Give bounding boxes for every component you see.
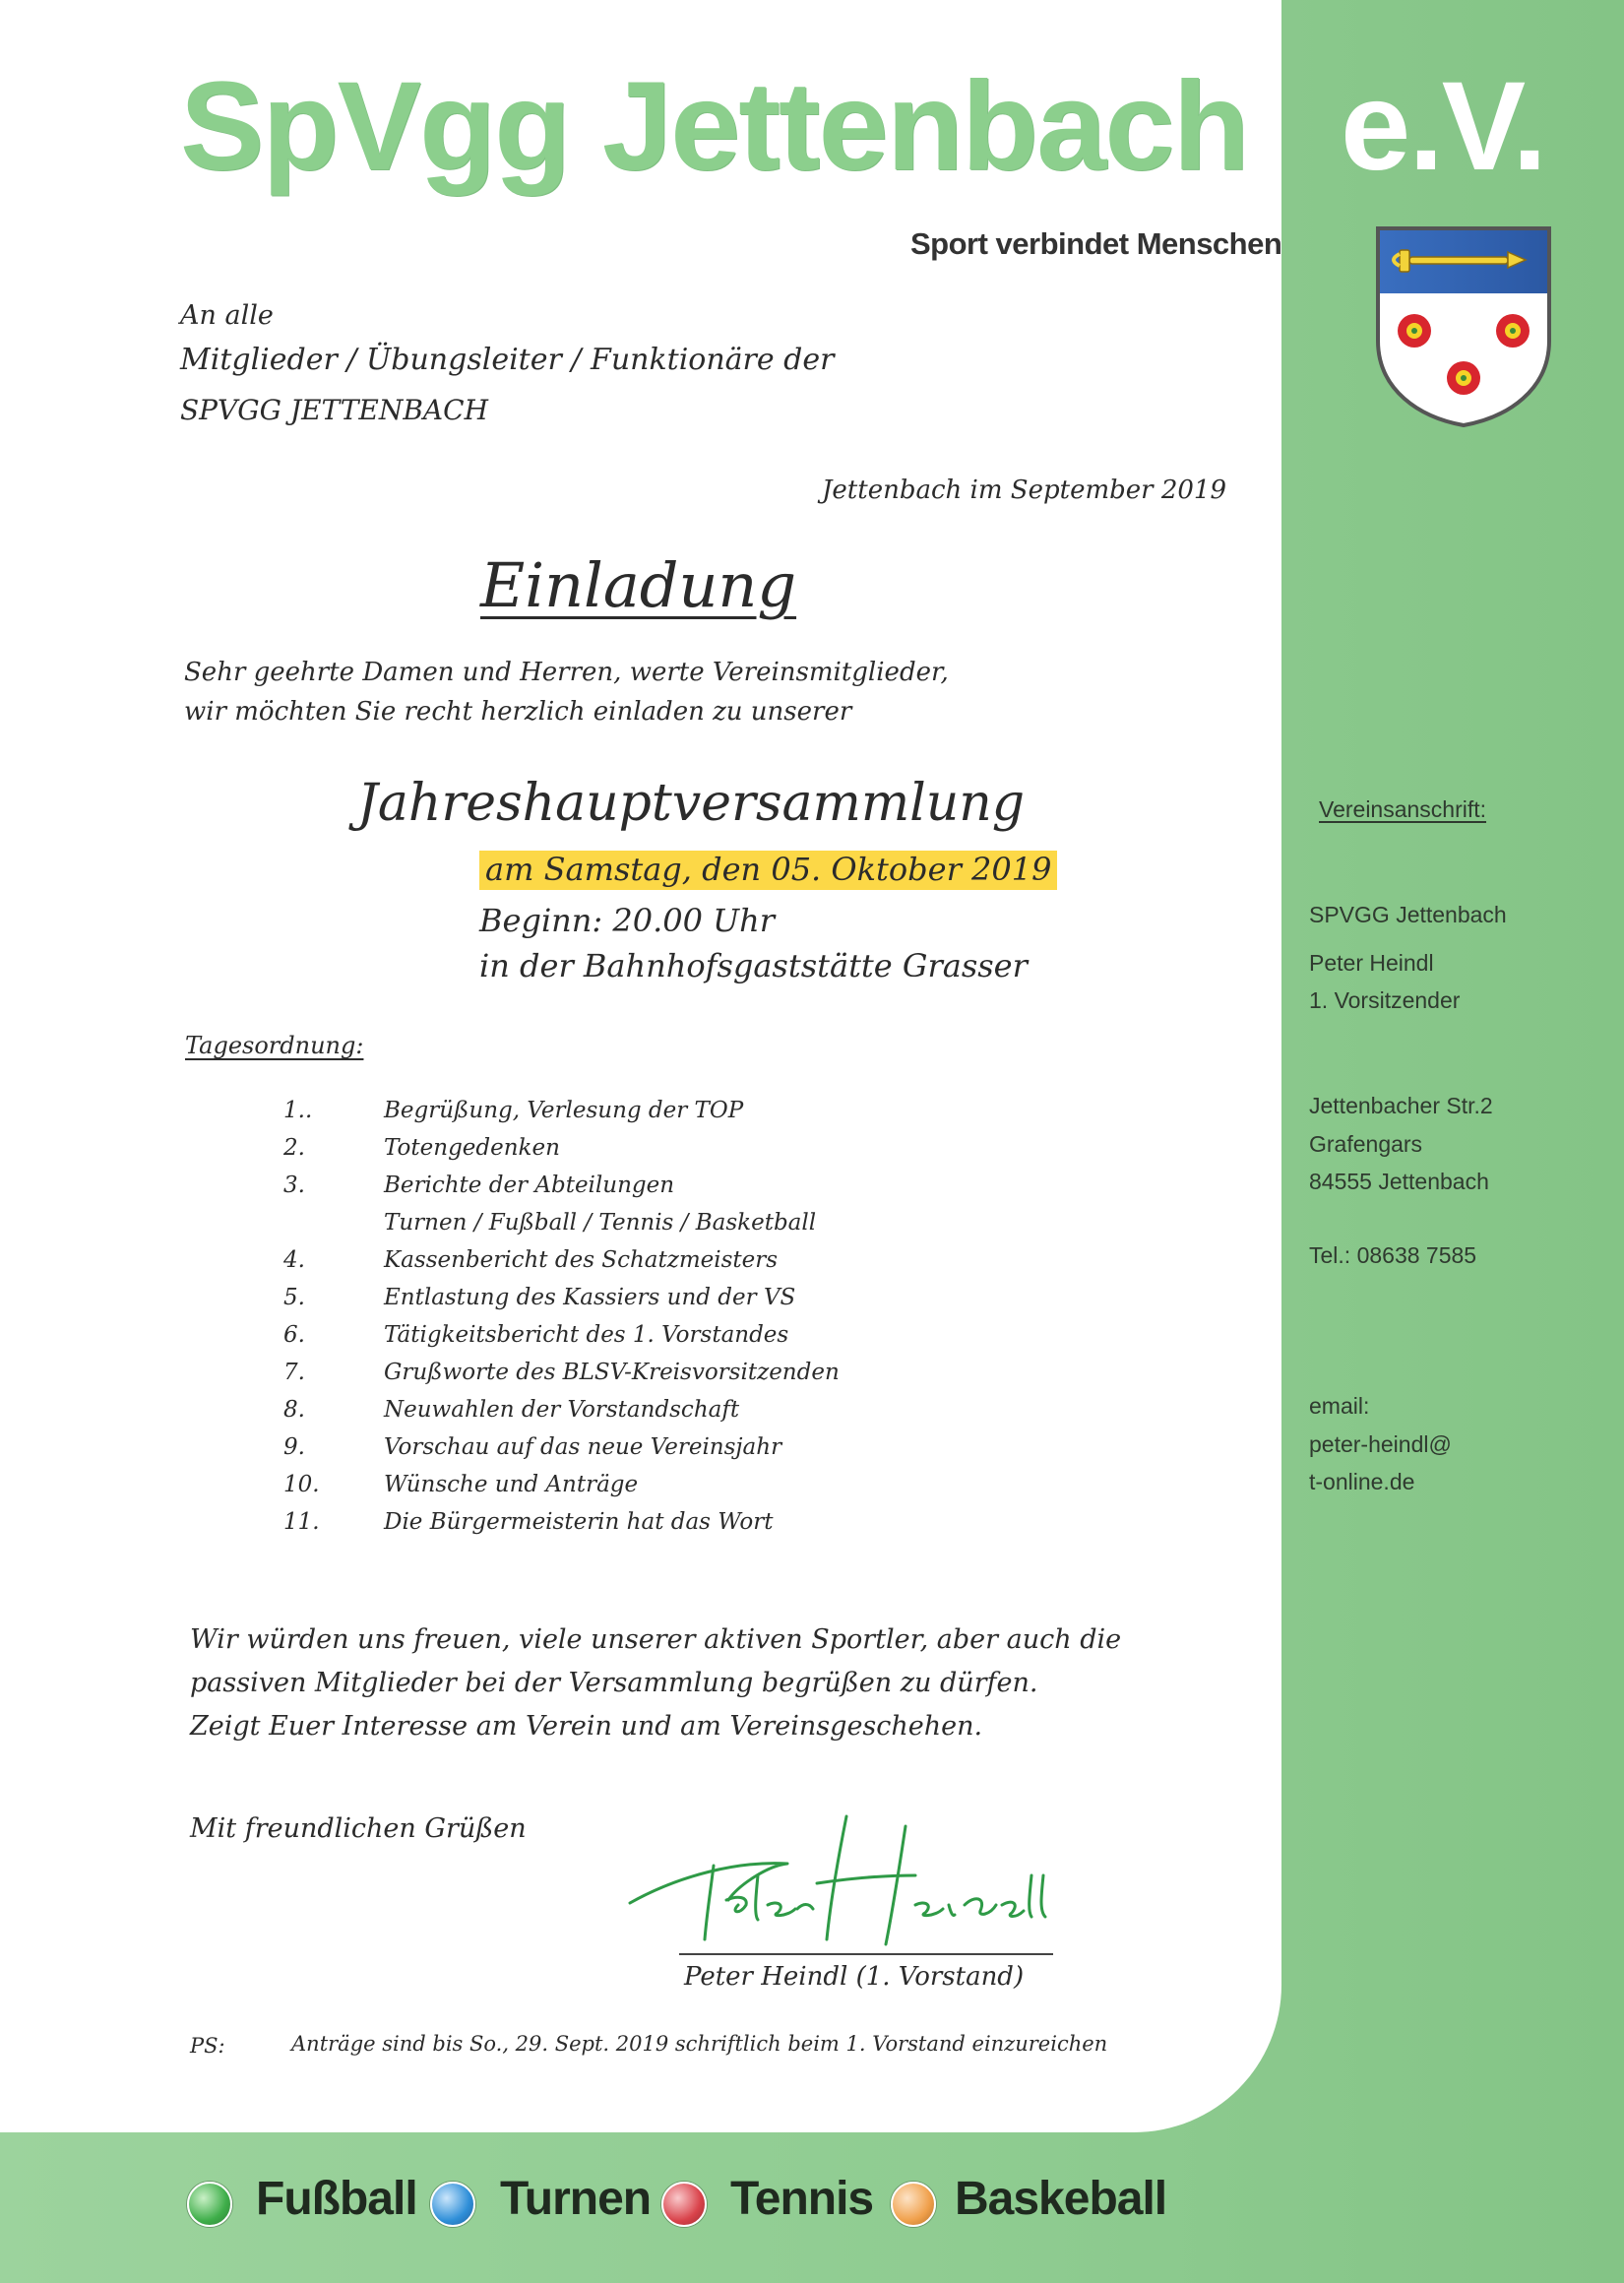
sport-football: Fußball xyxy=(256,2173,417,2225)
sidebar-line: Peter Heindl xyxy=(1309,950,1434,976)
club-name: SpVgg Jettenbach xyxy=(180,56,1248,197)
agenda-text: Kassenbericht des Schatzmeisters xyxy=(384,1247,779,1273)
agenda-number: 6. xyxy=(283,1322,305,1348)
sport-tennis: Tennis xyxy=(730,2173,874,2225)
agenda-number: 7. xyxy=(283,1360,305,1385)
sport-gymnastics: Turnen xyxy=(500,2173,652,2225)
agenda-text: Vorschau auf das neue Vereinsjahr xyxy=(384,1434,782,1460)
agenda-number: 3. xyxy=(283,1173,305,1198)
address-line-1: An alle xyxy=(180,300,274,331)
agenda-text: Wünsche und Anträge xyxy=(384,1472,639,1497)
closing-line-2: passiven Mitglieder bei der Versammlung begrüßen zu dürfen. xyxy=(190,1668,1038,1698)
event-begin: Beginn: 20.00 Uhr xyxy=(479,902,775,939)
tennis-ball-icon xyxy=(661,2182,707,2227)
agenda-number: 1.. xyxy=(283,1098,313,1123)
agenda-number: 4. xyxy=(283,1247,305,1273)
agenda-text: Totengedenken xyxy=(384,1135,560,1161)
date-line: Jettenbach im September 2019 xyxy=(822,476,1227,505)
club-suffix: e.V. xyxy=(1341,56,1545,197)
sidebar-line: Tel.: 08638 7585 xyxy=(1309,1242,1477,1268)
address-line-3: SPVGG JETTENBACH xyxy=(180,394,488,426)
regards: Mit freundlichen Grüßen xyxy=(190,1813,527,1844)
gymnastics-ball-icon xyxy=(430,2182,475,2227)
agenda-heading: Tagesordnung: xyxy=(185,1032,364,1059)
event-title: Jahreshauptversammlung xyxy=(357,774,1026,833)
signer-name: Peter Heindl (1. Vorstand) xyxy=(684,1962,1025,1992)
agenda-text: Berichte der Abteilungen xyxy=(384,1173,675,1198)
closing-line-1: Wir würden uns freuen, viele unserer aktiven Sportler, aber auch die xyxy=(190,1624,1122,1655)
agenda-text: Begrüßung, Verlesung der TOP xyxy=(384,1098,744,1123)
agenda-number: 11. xyxy=(283,1509,320,1535)
sidebar-line: email: xyxy=(1309,1393,1370,1419)
sidebar-line: peter-heindl@ xyxy=(1309,1431,1452,1457)
ps-label: PS: xyxy=(190,2034,225,2058)
club-crest-icon xyxy=(1370,222,1557,429)
sidebar-line: t-online.de xyxy=(1309,1469,1415,1494)
sidebar-line: Grafengars xyxy=(1309,1131,1423,1157)
greeting-line-1: Sehr geehrte Damen und Herren, werte Vereinsmitglieder, xyxy=(184,658,949,687)
sidebar-line: Jettenbacher Str.2 xyxy=(1309,1093,1493,1118)
agenda-number: 2. xyxy=(283,1135,305,1161)
agenda-text: Turnen / Fußball / Tennis / Basketball xyxy=(384,1210,817,1236)
agenda-number: 5. xyxy=(283,1285,305,1310)
sidebar-heading: Vereinsanschrift: xyxy=(1319,796,1487,822)
agenda-number: 10. xyxy=(283,1472,320,1497)
sidebar-line: 84555 Jettenbach xyxy=(1309,1169,1489,1194)
slogan: Sport verbindet Menschen xyxy=(910,226,1282,261)
greeting-line-2: wir möchten Sie recht herzlich einladen zu unserer xyxy=(184,697,852,727)
sidebar-line: SPVGG Jettenbach xyxy=(1309,902,1507,927)
sidebar-line: 1. Vorsitzender xyxy=(1309,987,1461,1013)
football-ball-icon xyxy=(187,2182,232,2227)
signature xyxy=(620,1807,1073,1964)
agenda-number: 8. xyxy=(283,1397,305,1423)
agenda-text: Tätigkeitsbericht des 1. Vorstandes xyxy=(384,1322,789,1348)
agenda-text: Grußworte des BLSV-Kreisvorsitzenden xyxy=(384,1360,840,1385)
invitation-title: Einladung xyxy=(480,549,797,621)
sport-basketball: Baskeball xyxy=(955,2173,1167,2225)
agenda-text: Die Bürgermeisterin hat das Wort xyxy=(384,1509,774,1535)
event-date-highlight: am Samstag, den 05. Oktober 2019 xyxy=(479,851,1057,890)
agenda-text: Neuwahlen der Vorstandschaft xyxy=(384,1397,740,1423)
agenda-text: Entlastung des Kassiers und der VS xyxy=(384,1285,796,1310)
basketball-ball-icon xyxy=(891,2182,936,2227)
closing-line-3: Zeigt Euer Interesse am Verein und am Vereinsgeschehen. xyxy=(190,1711,983,1742)
agenda-number: 9. xyxy=(283,1434,305,1460)
address-line-2: Mitglieder / Übungsleiter / Funktionäre der xyxy=(180,343,835,377)
ps-text: Anträge sind bis So., 29. Sept. 2019 schriftlich beim 1. Vorstand einzureichen xyxy=(291,2032,1108,2056)
event-location: in der Bahnhofsgaststätte Grasser xyxy=(479,947,1028,984)
